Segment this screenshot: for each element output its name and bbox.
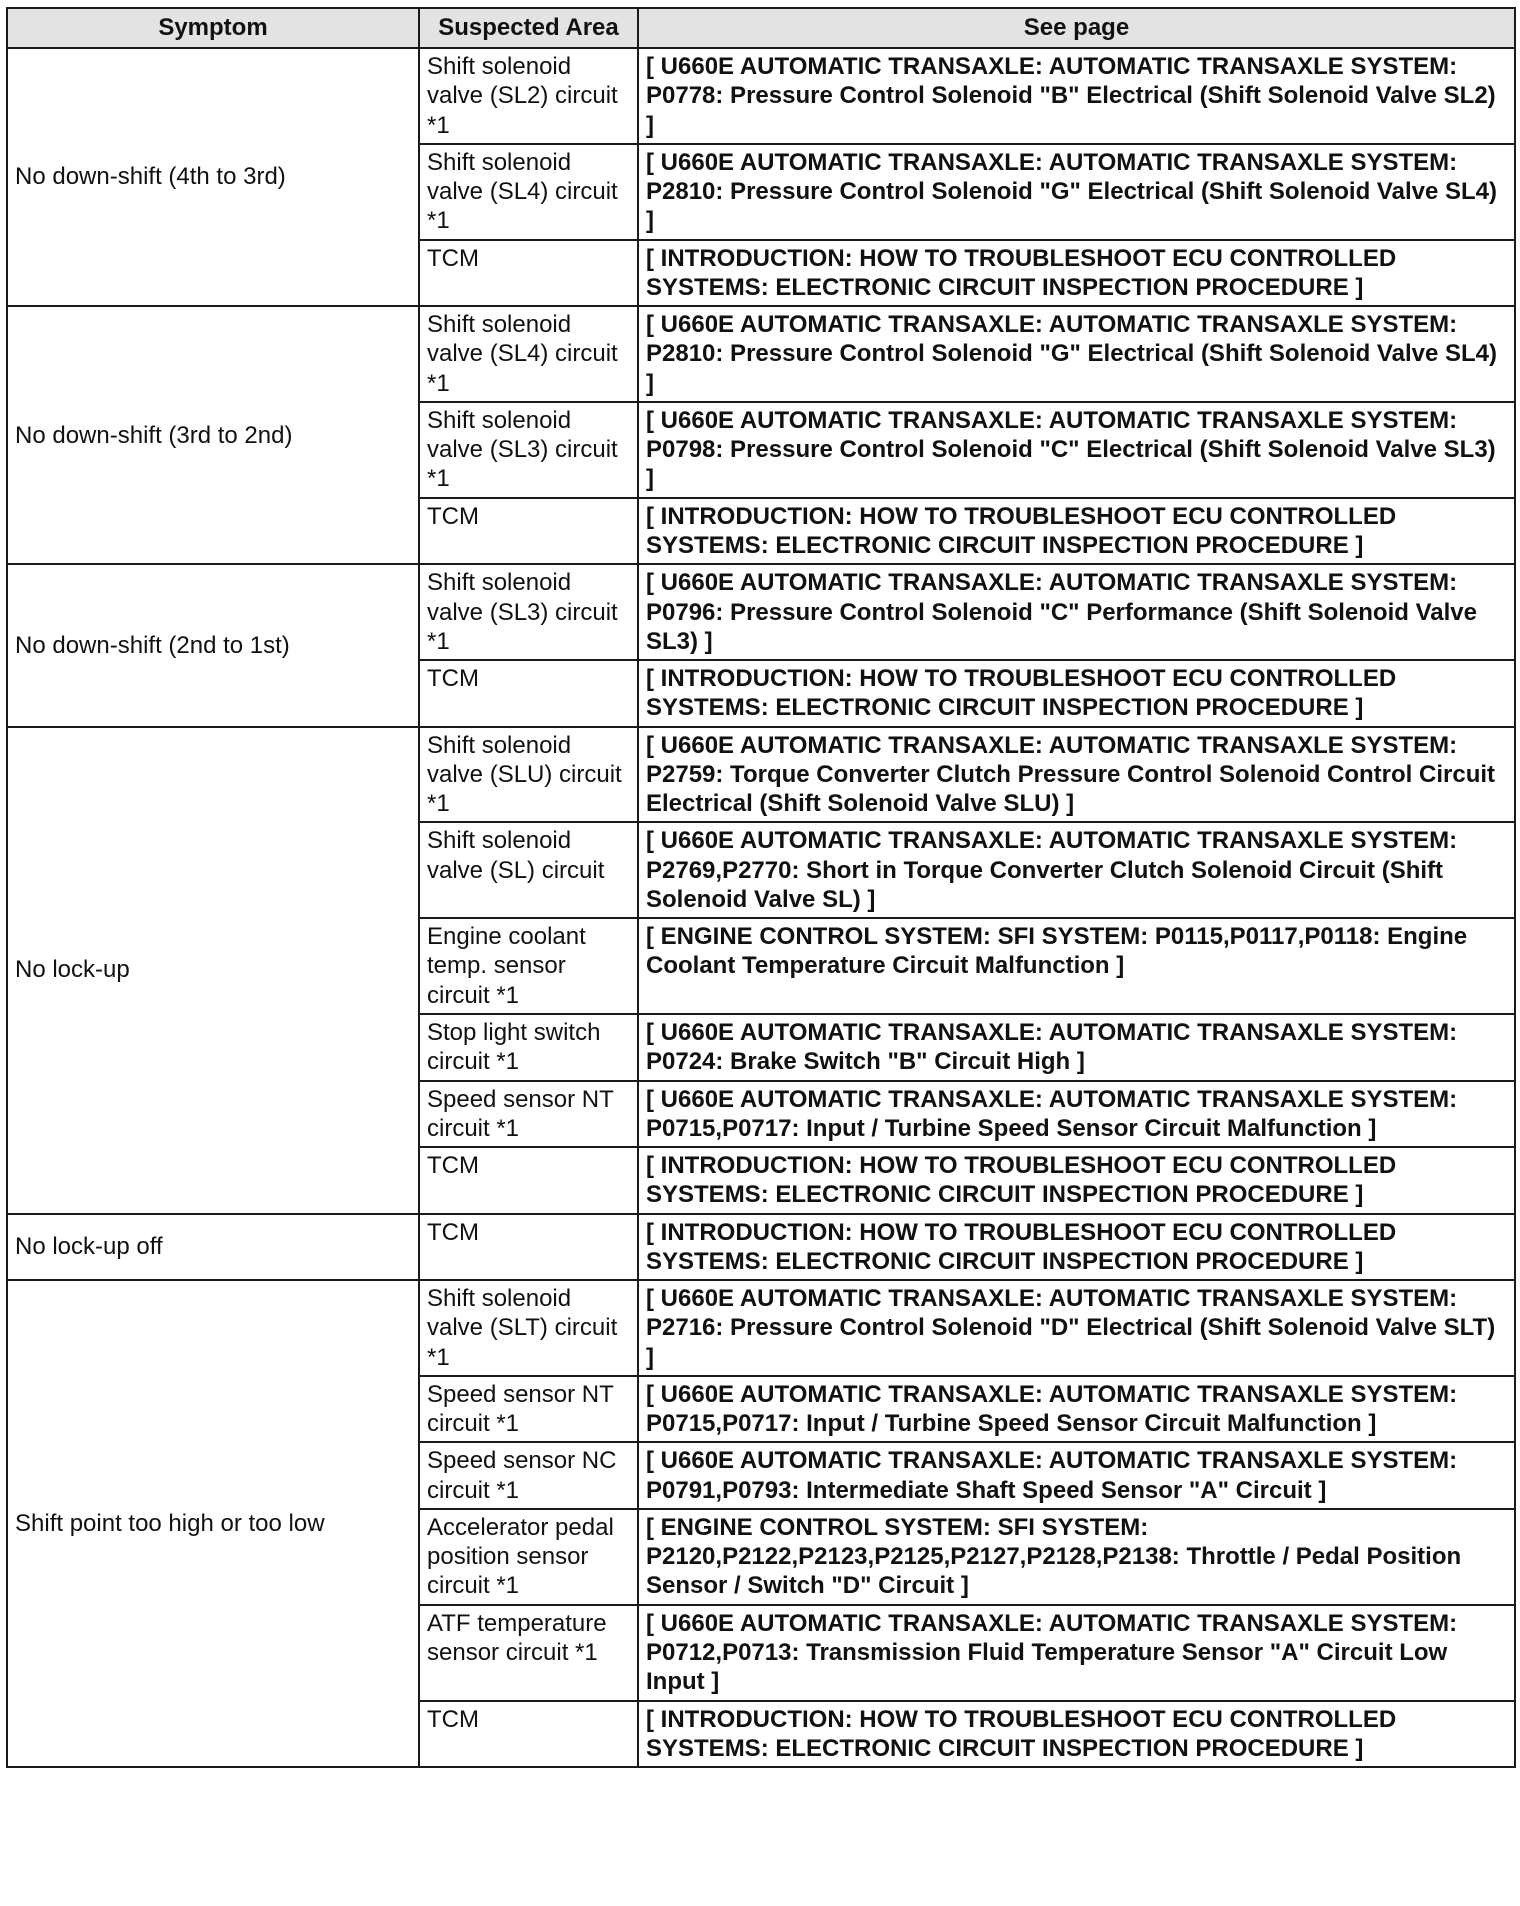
suspected-area-cell: Shift solenoid valve (SLU) circuit *1 xyxy=(419,727,638,823)
suspected-area-cell: Stop light switch circuit *1 xyxy=(419,1014,638,1081)
table-row xyxy=(7,564,1515,660)
see-page-link[interactable]: [ INTRODUCTION: HOW TO TROUBLESHOOT ECU CONTROLLED SYSTEMS: ELECTRONIC CIRCUIT INSPECTION PROCEDURE ] xyxy=(638,1147,1515,1214)
document-page xyxy=(6,7,1514,1768)
suspected-area-cell: Shift solenoid valve (SL3) circuit *1 xyxy=(419,402,638,498)
table-row xyxy=(7,727,1515,823)
symptom-cell: No down-shift (3rd to 2nd) xyxy=(7,306,419,564)
see-page-link[interactable]: [ U660E AUTOMATIC TRANSAXLE: AUTOMATIC TRANSAXLE SYSTEM: P0712,P0713: Transmission Fluid Temperature Sensor "A" Circuit Low Input ] xyxy=(638,1605,1515,1701)
suspected-area-cell: TCM xyxy=(419,660,638,727)
symptom-cell: No lock-up xyxy=(7,727,419,1214)
suspected-area-cell: Shift solenoid valve (SLT) circuit *1 xyxy=(419,1280,638,1376)
table-row xyxy=(7,306,1515,402)
see-page-link[interactable]: [ U660E AUTOMATIC TRANSAXLE: AUTOMATIC TRANSAXLE SYSTEM: P0798: Pressure Control Solenoid "C" Electrical (Shift Solenoid Valve SL3) ] xyxy=(638,402,1515,498)
see-page-link[interactable]: [ INTRODUCTION: HOW TO TROUBLESHOOT ECU CONTROLLED SYSTEMS: ELECTRONIC CIRCUIT INSPECTION PROCEDURE ] xyxy=(638,240,1515,307)
see-page-link[interactable]: [ INTRODUCTION: HOW TO TROUBLESHOOT ECU CONTROLLED SYSTEMS: ELECTRONIC CIRCUIT INSPECTION PROCEDURE ] xyxy=(638,1701,1515,1768)
suspected-area-cell: Shift solenoid valve (SL) circuit xyxy=(419,822,638,918)
suspected-area-cell: Speed sensor NC circuit *1 xyxy=(419,1442,638,1509)
see-page-link[interactable]: [ U660E AUTOMATIC TRANSAXLE: AUTOMATIC TRANSAXLE SYSTEM: P2810: Pressure Control Solenoid "G" Electrical (Shift Solenoid Valve SL4) ] xyxy=(638,306,1515,402)
see-page-link[interactable]: [ U660E AUTOMATIC TRANSAXLE: AUTOMATIC TRANSAXLE SYSTEM: P2759: Torque Converter Clutch Pressure Control Solenoid Control Circuit Electrical (Shift Solenoid Valve SLU) ] xyxy=(638,727,1515,823)
see-page-link[interactable]: [ U660E AUTOMATIC TRANSAXLE: AUTOMATIC TRANSAXLE SYSTEM: P2769,P2770: Short in Torque Converter Clutch Solenoid Circuit (Shift Solenoid Valve SL) ] xyxy=(638,822,1515,918)
see-page-link[interactable]: [ INTRODUCTION: HOW TO TROUBLESHOOT ECU CONTROLLED SYSTEMS: ELECTRONIC CIRCUIT INSPECTION PROCEDURE ] xyxy=(638,1214,1515,1281)
table-row xyxy=(7,1280,1515,1376)
see-page-link[interactable]: [ INTRODUCTION: HOW TO TROUBLESHOOT ECU CONTROLLED SYSTEMS: ELECTRONIC CIRCUIT INSPECTION PROCEDURE ] xyxy=(638,498,1515,565)
see-page-link[interactable]: [ U660E AUTOMATIC TRANSAXLE: AUTOMATIC TRANSAXLE SYSTEM: P0796: Pressure Control Solenoid "C" Performance (Shift Solenoid Valve SL3) ] xyxy=(638,564,1515,660)
suspected-area-cell: Shift solenoid valve (SL4) circuit *1 xyxy=(419,306,638,402)
suspected-area-cell: TCM xyxy=(419,240,638,307)
suspected-area-cell: TCM xyxy=(419,498,638,565)
suspected-area-cell: Shift solenoid valve (SL4) circuit *1 xyxy=(419,144,638,240)
table-row xyxy=(7,48,1515,144)
symptom-cell: No down-shift (4th to 3rd) xyxy=(7,48,419,306)
see-page-link[interactable]: [ ENGINE CONTROL SYSTEM: SFI SYSTEM: P0115,P0117,P0118: Engine Coolant Temperature Circuit Malfunction ] xyxy=(638,918,1515,1014)
see-page-link[interactable]: [ INTRODUCTION: HOW TO TROUBLESHOOT ECU CONTROLLED SYSTEMS: ELECTRONIC CIRCUIT INSPECTION PROCEDURE ] xyxy=(638,660,1515,727)
suspected-area-cell: TCM xyxy=(419,1214,638,1281)
table-row xyxy=(7,1214,1515,1281)
see-page-link[interactable]: [ U660E AUTOMATIC TRANSAXLE: AUTOMATIC TRANSAXLE SYSTEM: P0778: Pressure Control Solenoid "B" Electrical (Shift Solenoid Valve SL2) ] xyxy=(638,48,1515,144)
suspected-area-cell: Shift solenoid valve (SL3) circuit *1 xyxy=(419,564,638,660)
header-symptom: Symptom xyxy=(7,8,419,48)
suspected-area-cell: Speed sensor NT circuit *1 xyxy=(419,1376,638,1443)
suspected-area-cell: ATF temperature sensor circuit *1 xyxy=(419,1605,638,1701)
suspected-area-cell: Shift solenoid valve (SL2) circuit *1 xyxy=(419,48,638,144)
table-header-row xyxy=(7,8,1515,48)
see-page-link[interactable]: [ U660E AUTOMATIC TRANSAXLE: AUTOMATIC TRANSAXLE SYSTEM: P0715,P0717: Input / Turbine Speed Sensor Circuit Malfunction ] xyxy=(638,1081,1515,1148)
suspected-area-cell: TCM xyxy=(419,1147,638,1214)
symptom-cell: No lock-up off xyxy=(7,1214,419,1281)
symptom-cell: Shift point too high or too low xyxy=(7,1280,419,1767)
see-page-link[interactable]: [ U660E AUTOMATIC TRANSAXLE: AUTOMATIC TRANSAXLE SYSTEM: P2716: Pressure Control Solenoid "D" Electrical (Shift Solenoid Valve SLT) ] xyxy=(638,1280,1515,1376)
suspected-area-cell: Speed sensor NT circuit *1 xyxy=(419,1081,638,1148)
problem-symptoms-table xyxy=(6,7,1516,1768)
suspected-area-cell: TCM xyxy=(419,1701,638,1768)
see-page-link[interactable]: [ U660E AUTOMATIC TRANSAXLE: AUTOMATIC TRANSAXLE SYSTEM: P0724: Brake Switch "B" Circuit High ] xyxy=(638,1014,1515,1081)
suspected-area-cell: Engine coolant temp. sensor circuit *1 xyxy=(419,918,638,1014)
header-suspected-area: Suspected Area xyxy=(419,8,638,48)
see-page-link[interactable]: [ U660E AUTOMATIC TRANSAXLE: AUTOMATIC TRANSAXLE SYSTEM: P2810: Pressure Control Solenoid "G" Electrical (Shift Solenoid Valve SL4) ] xyxy=(638,144,1515,240)
table-body xyxy=(7,48,1515,1767)
symptom-cell: No down-shift (2nd to 1st) xyxy=(7,564,419,726)
see-page-link[interactable]: [ ENGINE CONTROL SYSTEM: SFI SYSTEM: P2120,P2122,P2123,P2125,P2127,P2128,P2138: Throttle / Pedal Position Sensor / Switch "D" Circuit ] xyxy=(638,1509,1515,1605)
suspected-area-cell: Accelerator pedal position sensor circuit *1 xyxy=(419,1509,638,1605)
see-page-link[interactable]: [ U660E AUTOMATIC TRANSAXLE: AUTOMATIC TRANSAXLE SYSTEM: P0715,P0717: Input / Turbine Speed Sensor Circuit Malfunction ] xyxy=(638,1376,1515,1443)
see-page-link[interactable]: [ U660E AUTOMATIC TRANSAXLE: AUTOMATIC TRANSAXLE SYSTEM: P0791,P0793: Intermediate Shaft Speed Sensor "A" Circuit ] xyxy=(638,1442,1515,1509)
header-see-page: See page xyxy=(638,8,1515,48)
